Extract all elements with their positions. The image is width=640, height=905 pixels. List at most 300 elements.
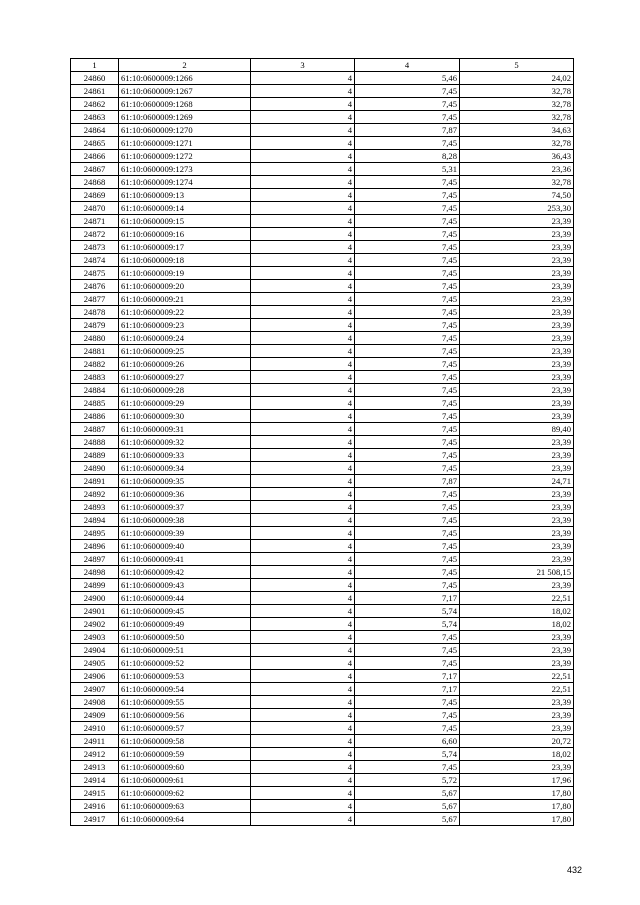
category-cell: 4 xyxy=(251,553,355,566)
cadastral-number-cell: 61:10:0600009:1274 xyxy=(119,176,251,189)
cadastral-number-cell: 61:10:0600009:15 xyxy=(119,215,251,228)
rate-cell: 7,45 xyxy=(355,696,460,709)
row-number-cell: 24916 xyxy=(71,800,119,813)
category-cell: 4 xyxy=(251,787,355,800)
amount-cell: 23,39 xyxy=(460,462,574,475)
rate-cell: 7,45 xyxy=(355,384,460,397)
category-cell: 4 xyxy=(251,579,355,592)
category-cell: 4 xyxy=(251,748,355,761)
amount-cell: 89,40 xyxy=(460,423,574,436)
row-number-cell: 24863 xyxy=(71,111,119,124)
rate-cell: 7,45 xyxy=(355,358,460,371)
table-row xyxy=(71,709,574,722)
amount-cell: 23,39 xyxy=(460,449,574,462)
rate-cell: 7,45 xyxy=(355,332,460,345)
cadastral-number-cell: 61:10:0600009:39 xyxy=(119,527,251,540)
category-cell: 4 xyxy=(251,384,355,397)
rate-cell: 7,45 xyxy=(355,98,460,111)
table-row xyxy=(71,410,574,423)
cadastral-number-cell: 61:10:0600009:1272 xyxy=(119,150,251,163)
page-number: 432 xyxy=(566,865,582,875)
amount-cell: 253,30 xyxy=(460,202,574,215)
table-row xyxy=(71,800,574,813)
table-row xyxy=(71,813,574,826)
row-number-cell: 24912 xyxy=(71,748,119,761)
rate-cell: 7,45 xyxy=(355,345,460,358)
category-cell: 4 xyxy=(251,397,355,410)
table-row xyxy=(71,423,574,436)
rate-cell: 7,45 xyxy=(355,462,460,475)
rate-cell: 6,60 xyxy=(355,735,460,748)
rate-cell: 7,87 xyxy=(355,475,460,488)
rate-cell: 7,45 xyxy=(355,553,460,566)
category-cell: 4 xyxy=(251,683,355,696)
amount-cell: 23,39 xyxy=(460,540,574,553)
amount-cell: 23,39 xyxy=(460,280,574,293)
amount-cell: 17,80 xyxy=(460,800,574,813)
row-number-cell: 24883 xyxy=(71,371,119,384)
amount-cell: 23,39 xyxy=(460,527,574,540)
cadastral-number-cell: 61:10:0600009:34 xyxy=(119,462,251,475)
rate-cell: 5,74 xyxy=(355,748,460,761)
category-cell: 4 xyxy=(251,774,355,787)
row-number-cell: 24911 xyxy=(71,735,119,748)
rate-cell: 7,45 xyxy=(355,410,460,423)
table-row xyxy=(71,527,574,540)
table-row xyxy=(71,566,574,579)
category-cell: 4 xyxy=(251,358,355,371)
amount-cell: 23,39 xyxy=(460,436,574,449)
category-cell: 4 xyxy=(251,657,355,670)
category-cell: 4 xyxy=(251,436,355,449)
category-cell: 4 xyxy=(251,228,355,241)
row-number-cell: 24877 xyxy=(71,293,119,306)
cadastral-number-cell: 61:10:0600009:60 xyxy=(119,761,251,774)
category-cell: 4 xyxy=(251,163,355,176)
row-number-cell: 24865 xyxy=(71,137,119,150)
amount-cell: 23,39 xyxy=(460,228,574,241)
rate-cell: 7,45 xyxy=(355,111,460,124)
table-row xyxy=(71,657,574,670)
row-number-cell: 24917 xyxy=(71,813,119,826)
rate-cell: 7,45 xyxy=(355,527,460,540)
rate-cell: 7,45 xyxy=(355,449,460,462)
row-number-cell: 24907 xyxy=(71,683,119,696)
table-row xyxy=(71,150,574,163)
category-cell: 4 xyxy=(251,449,355,462)
cadastral-number-cell: 61:10:0600009:52 xyxy=(119,657,251,670)
cadastral-number-cell: 61:10:0600009:1266 xyxy=(119,72,251,85)
row-number-cell: 24878 xyxy=(71,306,119,319)
table-row xyxy=(71,605,574,618)
row-number-cell: 24894 xyxy=(71,514,119,527)
category-cell: 4 xyxy=(251,293,355,306)
rate-cell: 5,67 xyxy=(355,800,460,813)
rate-cell: 7,45 xyxy=(355,488,460,501)
amount-cell: 23,39 xyxy=(460,345,574,358)
amount-cell: 20,72 xyxy=(460,735,574,748)
amount-cell: 32,78 xyxy=(460,98,574,111)
row-number-cell: 24896 xyxy=(71,540,119,553)
rate-cell: 7,45 xyxy=(355,631,460,644)
category-cell: 4 xyxy=(251,800,355,813)
cadastral-number-cell: 61:10:0600009:1271 xyxy=(119,137,251,150)
cadastral-number-cell: 61:10:0600009:25 xyxy=(119,345,251,358)
amount-cell: 24,71 xyxy=(460,475,574,488)
cadastral-number-cell: 61:10:0600009:1273 xyxy=(119,163,251,176)
rate-cell: 7,45 xyxy=(355,436,460,449)
rate-cell: 5,74 xyxy=(355,618,460,631)
row-number-cell: 24893 xyxy=(71,501,119,514)
rate-cell: 8,28 xyxy=(355,150,460,163)
row-number-cell: 24874 xyxy=(71,254,119,267)
row-number-cell: 24884 xyxy=(71,384,119,397)
category-cell: 4 xyxy=(251,137,355,150)
row-number-cell: 24914 xyxy=(71,774,119,787)
cadastral-number-cell: 61:10:0600009:50 xyxy=(119,631,251,644)
cadastral-number-cell: 61:10:0600009:27 xyxy=(119,371,251,384)
header-row xyxy=(71,59,574,72)
amount-cell: 23,39 xyxy=(460,332,574,345)
category-cell: 4 xyxy=(251,605,355,618)
table-row xyxy=(71,111,574,124)
rate-cell: 7,45 xyxy=(355,319,460,332)
rate-cell: 7,45 xyxy=(355,644,460,657)
table-row xyxy=(71,254,574,267)
table-row xyxy=(71,280,574,293)
category-cell: 4 xyxy=(251,462,355,475)
registry-table xyxy=(70,58,574,826)
category-cell: 4 xyxy=(251,709,355,722)
table-row xyxy=(71,241,574,254)
cadastral-number-cell: 61:10:0600009:19 xyxy=(119,267,251,280)
rate-cell: 7,45 xyxy=(355,514,460,527)
category-cell: 4 xyxy=(251,540,355,553)
table-row xyxy=(71,202,574,215)
table-row xyxy=(71,618,574,631)
cadastral-number-cell: 61:10:0600009:35 xyxy=(119,475,251,488)
cadastral-number-cell: 61:10:0600009:38 xyxy=(119,514,251,527)
amount-cell: 21 508,15 xyxy=(460,566,574,579)
table-row xyxy=(71,761,574,774)
amount-cell: 23,39 xyxy=(460,267,574,280)
cadastral-number-cell: 61:10:0600009:29 xyxy=(119,397,251,410)
amount-cell: 23,39 xyxy=(460,761,574,774)
row-number-cell: 24875 xyxy=(71,267,119,280)
rate-cell: 7,45 xyxy=(355,423,460,436)
cadastral-number-cell: 61:10:0600009:63 xyxy=(119,800,251,813)
category-cell: 4 xyxy=(251,566,355,579)
table-row xyxy=(71,267,574,280)
table-row xyxy=(71,592,574,605)
category-cell: 4 xyxy=(251,722,355,735)
cadastral-number-cell: 61:10:0600009:49 xyxy=(119,618,251,631)
amount-cell: 18,02 xyxy=(460,748,574,761)
table-row xyxy=(71,462,574,475)
column-header-5: 5 xyxy=(460,59,574,72)
cadastral-number-cell: 61:10:0600009:18 xyxy=(119,254,251,267)
amount-cell: 23,39 xyxy=(460,696,574,709)
table-body xyxy=(71,72,574,826)
table-row xyxy=(71,176,574,189)
category-cell: 4 xyxy=(251,319,355,332)
category-cell: 4 xyxy=(251,475,355,488)
rate-cell: 7,45 xyxy=(355,176,460,189)
amount-cell: 23,39 xyxy=(460,358,574,371)
table-row xyxy=(71,553,574,566)
table-row xyxy=(71,189,574,202)
rate-cell: 7,45 xyxy=(355,267,460,280)
cadastral-number-cell: 61:10:0600009:13 xyxy=(119,189,251,202)
cadastral-number-cell: 61:10:0600009:51 xyxy=(119,644,251,657)
table-row xyxy=(71,735,574,748)
cadastral-number-cell: 61:10:0600009:28 xyxy=(119,384,251,397)
cadastral-number-cell: 61:10:0600009:1270 xyxy=(119,124,251,137)
category-cell: 4 xyxy=(251,176,355,189)
rate-cell: 5,74 xyxy=(355,605,460,618)
table-row xyxy=(71,514,574,527)
cadastral-number-cell: 61:10:0600009:41 xyxy=(119,553,251,566)
row-number-cell: 24869 xyxy=(71,189,119,202)
amount-cell: 23,39 xyxy=(460,644,574,657)
rate-cell: 7,45 xyxy=(355,761,460,774)
cadastral-number-cell: 61:10:0600009:55 xyxy=(119,696,251,709)
rate-cell: 7,45 xyxy=(355,657,460,670)
table-row xyxy=(71,228,574,241)
table-row xyxy=(71,579,574,592)
table-row xyxy=(71,397,574,410)
table-row xyxy=(71,631,574,644)
cadastral-number-cell: 61:10:0600009:58 xyxy=(119,735,251,748)
category-cell: 4 xyxy=(251,189,355,202)
rate-cell: 7,45 xyxy=(355,540,460,553)
amount-cell: 23,39 xyxy=(460,319,574,332)
rate-cell: 7,45 xyxy=(355,189,460,202)
table-row xyxy=(71,215,574,228)
cadastral-number-cell: 61:10:0600009:42 xyxy=(119,566,251,579)
row-number-cell: 24881 xyxy=(71,345,119,358)
amount-cell: 23,39 xyxy=(460,579,574,592)
amount-cell: 22,51 xyxy=(460,592,574,605)
table-row xyxy=(71,787,574,800)
table-row xyxy=(71,501,574,514)
table-row xyxy=(71,293,574,306)
row-number-cell: 24876 xyxy=(71,280,119,293)
category-cell: 4 xyxy=(251,423,355,436)
rate-cell: 5,67 xyxy=(355,787,460,800)
rate-cell: 5,31 xyxy=(355,163,460,176)
category-cell: 4 xyxy=(251,696,355,709)
row-number-cell: 24913 xyxy=(71,761,119,774)
cadastral-number-cell: 61:10:0600009:17 xyxy=(119,241,251,254)
amount-cell: 23,39 xyxy=(460,306,574,319)
category-cell: 4 xyxy=(251,631,355,644)
amount-cell: 23,39 xyxy=(460,410,574,423)
row-number-cell: 24870 xyxy=(71,202,119,215)
row-number-cell: 24908 xyxy=(71,696,119,709)
category-cell: 4 xyxy=(251,306,355,319)
table-row xyxy=(71,163,574,176)
rate-cell: 5,67 xyxy=(355,813,460,826)
cadastral-number-cell: 61:10:0600009:36 xyxy=(119,488,251,501)
row-number-cell: 24889 xyxy=(71,449,119,462)
amount-cell: 23,39 xyxy=(460,631,574,644)
rate-cell: 5,72 xyxy=(355,774,460,787)
row-number-cell: 24895 xyxy=(71,527,119,540)
category-cell: 4 xyxy=(251,501,355,514)
table-row xyxy=(71,722,574,735)
rate-cell: 7,45 xyxy=(355,215,460,228)
column-header-4: 4 xyxy=(355,59,460,72)
cadastral-number-cell: 61:10:0600009:45 xyxy=(119,605,251,618)
rate-cell: 7,45 xyxy=(355,293,460,306)
cadastral-number-cell: 61:10:0600009:16 xyxy=(119,228,251,241)
row-number-cell: 24904 xyxy=(71,644,119,657)
rate-cell: 7,17 xyxy=(355,683,460,696)
rate-cell: 7,45 xyxy=(355,241,460,254)
row-number-cell: 24866 xyxy=(71,150,119,163)
amount-cell: 23,39 xyxy=(460,254,574,267)
cadastral-number-cell: 61:10:0600009:21 xyxy=(119,293,251,306)
column-header-1: 1 xyxy=(71,59,119,72)
amount-cell: 74,50 xyxy=(460,189,574,202)
category-cell: 4 xyxy=(251,761,355,774)
table-row xyxy=(71,475,574,488)
cadastral-number-cell: 61:10:0600009:44 xyxy=(119,592,251,605)
cadastral-number-cell: 61:10:0600009:43 xyxy=(119,579,251,592)
row-number-cell: 24903 xyxy=(71,631,119,644)
amount-cell: 23,39 xyxy=(460,488,574,501)
row-number-cell: 24906 xyxy=(71,670,119,683)
amount-cell: 36,43 xyxy=(460,150,574,163)
amount-cell: 17,96 xyxy=(460,774,574,787)
rate-cell: 7,45 xyxy=(355,228,460,241)
row-number-cell: 24899 xyxy=(71,579,119,592)
rate-cell: 7,45 xyxy=(355,501,460,514)
cadastral-number-cell: 61:10:0600009:61 xyxy=(119,774,251,787)
amount-cell: 32,78 xyxy=(460,111,574,124)
cadastral-number-cell: 61:10:0600009:37 xyxy=(119,501,251,514)
row-number-cell: 24905 xyxy=(71,657,119,670)
table-row xyxy=(71,371,574,384)
row-number-cell: 24885 xyxy=(71,397,119,410)
row-number-cell: 24901 xyxy=(71,605,119,618)
category-cell: 4 xyxy=(251,813,355,826)
amount-cell: 23,39 xyxy=(460,722,574,735)
cadastral-number-cell: 61:10:0600009:23 xyxy=(119,319,251,332)
row-number-cell: 24868 xyxy=(71,176,119,189)
category-cell: 4 xyxy=(251,592,355,605)
table-row xyxy=(71,137,574,150)
cadastral-number-cell: 61:10:0600009:1267 xyxy=(119,85,251,98)
amount-cell: 23,39 xyxy=(460,514,574,527)
category-cell: 4 xyxy=(251,254,355,267)
cadastral-number-cell: 61:10:0600009:56 xyxy=(119,709,251,722)
rate-cell: 7,45 xyxy=(355,371,460,384)
table-row xyxy=(71,683,574,696)
rate-cell: 7,45 xyxy=(355,579,460,592)
table-row xyxy=(71,488,574,501)
column-header-2: 2 xyxy=(119,59,251,72)
amount-cell: 23,39 xyxy=(460,215,574,228)
row-number-cell: 24902 xyxy=(71,618,119,631)
category-cell: 4 xyxy=(251,267,355,280)
table-row xyxy=(71,319,574,332)
table-row xyxy=(71,670,574,683)
amount-cell: 17,80 xyxy=(460,813,574,826)
rate-cell: 7,45 xyxy=(355,709,460,722)
amount-cell: 23,39 xyxy=(460,293,574,306)
rate-cell: 7,45 xyxy=(355,722,460,735)
row-number-cell: 24871 xyxy=(71,215,119,228)
amount-cell: 34,63 xyxy=(460,124,574,137)
rate-cell: 7,45 xyxy=(355,397,460,410)
category-cell: 4 xyxy=(251,527,355,540)
cadastral-number-cell: 61:10:0600009:59 xyxy=(119,748,251,761)
rate-cell: 7,45 xyxy=(355,85,460,98)
amount-cell: 23,36 xyxy=(460,163,574,176)
category-cell: 4 xyxy=(251,371,355,384)
table-row xyxy=(71,540,574,553)
table-row xyxy=(71,774,574,787)
row-number-cell: 24898 xyxy=(71,566,119,579)
amount-cell: 23,39 xyxy=(460,371,574,384)
amount-cell: 23,39 xyxy=(460,553,574,566)
category-cell: 4 xyxy=(251,72,355,85)
cadastral-number-cell: 61:10:0600009:31 xyxy=(119,423,251,436)
row-number-cell: 24888 xyxy=(71,436,119,449)
category-cell: 4 xyxy=(251,345,355,358)
cadastral-number-cell: 61:10:0600009:1268 xyxy=(119,98,251,111)
cadastral-number-cell: 61:10:0600009:64 xyxy=(119,813,251,826)
amount-cell: 32,78 xyxy=(460,176,574,189)
table-row xyxy=(71,436,574,449)
amount-cell: 32,78 xyxy=(460,137,574,150)
table-row xyxy=(71,98,574,111)
row-number-cell: 24886 xyxy=(71,410,119,423)
cadastral-number-cell: 61:10:0600009:14 xyxy=(119,202,251,215)
cadastral-number-cell: 61:10:0600009:20 xyxy=(119,280,251,293)
row-number-cell: 24872 xyxy=(71,228,119,241)
row-number-cell: 24861 xyxy=(71,85,119,98)
cadastral-number-cell: 61:10:0600009:1269 xyxy=(119,111,251,124)
rate-cell: 7,45 xyxy=(355,202,460,215)
row-number-cell: 24900 xyxy=(71,592,119,605)
row-number-cell: 24882 xyxy=(71,358,119,371)
category-cell: 4 xyxy=(251,241,355,254)
row-number-cell: 24915 xyxy=(71,787,119,800)
amount-cell: 32,78 xyxy=(460,85,574,98)
cadastral-number-cell: 61:10:0600009:22 xyxy=(119,306,251,319)
table-row xyxy=(71,449,574,462)
cadastral-number-cell: 61:10:0600009:40 xyxy=(119,540,251,553)
table-row xyxy=(71,748,574,761)
row-number-cell: 24862 xyxy=(71,98,119,111)
category-cell: 4 xyxy=(251,332,355,345)
table-row xyxy=(71,384,574,397)
amount-cell: 24,02 xyxy=(460,72,574,85)
category-cell: 4 xyxy=(251,410,355,423)
amount-cell: 17,80 xyxy=(460,787,574,800)
row-number-cell: 24873 xyxy=(71,241,119,254)
amount-cell: 22,51 xyxy=(460,683,574,696)
cadastral-number-cell: 61:10:0600009:30 xyxy=(119,410,251,423)
cadastral-number-cell: 61:10:0600009:62 xyxy=(119,787,251,800)
row-number-cell: 24867 xyxy=(71,163,119,176)
cadastral-number-cell: 61:10:0600009:24 xyxy=(119,332,251,345)
category-cell: 4 xyxy=(251,202,355,215)
cadastral-number-cell: 61:10:0600009:32 xyxy=(119,436,251,449)
